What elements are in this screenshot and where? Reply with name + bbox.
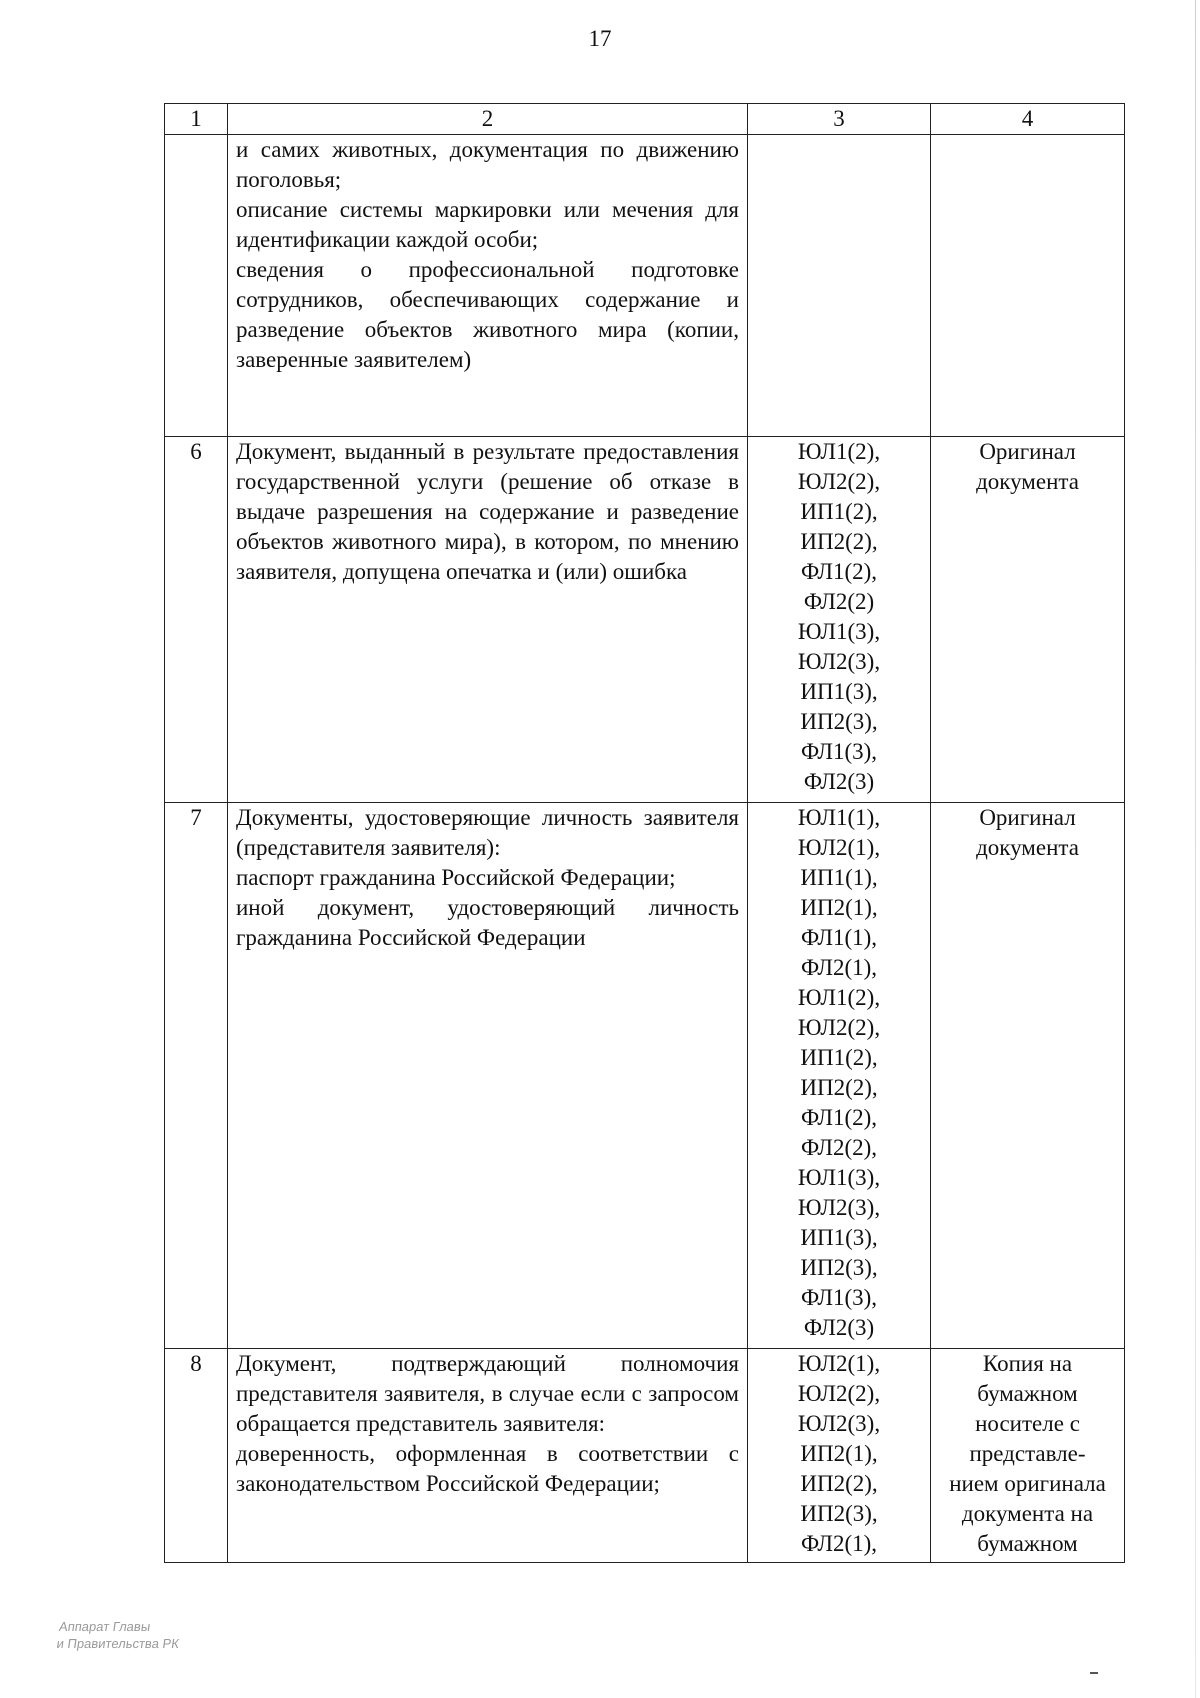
category-code: ЮЛ1(2), xyxy=(797,439,881,464)
stamp-line: Аппарат Главы xyxy=(58,1619,152,1634)
description-cell xyxy=(228,803,748,1349)
category-code: ЮЛ1(3), xyxy=(797,619,881,644)
category-code: ИП2(1), xyxy=(800,895,878,920)
category-code: ЮЛ2(3), xyxy=(797,649,881,674)
category-code: ФЛ2(2) xyxy=(803,589,875,614)
category-code: ФЛ1(2), xyxy=(800,559,878,584)
form-text: представле- xyxy=(969,1441,1086,1466)
category-code: ИП2(3), xyxy=(800,1501,878,1526)
row-number-cell: 6 xyxy=(165,437,228,803)
categories-cell xyxy=(748,437,931,803)
form-text: нием оригинала xyxy=(949,1471,1106,1496)
category-code: ФЛ1(3), xyxy=(800,739,878,764)
header-cell: 1 xyxy=(165,104,228,135)
category-code: ФЛ1(1), xyxy=(800,925,878,950)
form-text: Оригинал xyxy=(979,439,1076,464)
form-cell xyxy=(931,135,1125,437)
header-cell: 4 xyxy=(931,104,1125,135)
category-code: ЮЛ1(1), xyxy=(797,805,881,830)
header-cell: 2 xyxy=(228,104,748,135)
category-code: ИП1(3), xyxy=(800,1225,878,1250)
category-code: ЮЛ2(1), xyxy=(797,1351,881,1376)
table-row xyxy=(165,135,1125,437)
category-code: ИП2(2), xyxy=(800,1075,878,1100)
form-cell xyxy=(931,1349,1125,1563)
description-paragraph: описание системы маркировки или мечения для идентификации каждой особи; xyxy=(236,197,739,252)
description-paragraph: иной документ, удостоверяющий личность гражданина Российской Федерации xyxy=(236,895,739,950)
category-code: ИП2(3), xyxy=(800,709,878,734)
table-row xyxy=(165,1349,1125,1563)
row-number-cell: 7 xyxy=(165,803,228,1349)
category-code: ФЛ2(1), xyxy=(800,1531,878,1556)
category-code: ИП2(1), xyxy=(800,1441,878,1466)
form-cell xyxy=(931,803,1125,1349)
description-cell xyxy=(228,1349,748,1563)
categories-cell xyxy=(748,135,931,437)
page-number: 17 xyxy=(588,26,612,51)
categories-cell xyxy=(748,803,931,1349)
header-cell: 3 xyxy=(748,104,931,135)
table-row xyxy=(165,437,1125,803)
scan-edge xyxy=(1195,0,1196,1698)
form-cell xyxy=(931,437,1125,803)
category-code: ЮЛ2(3), xyxy=(797,1411,881,1436)
scan-mark xyxy=(1090,1672,1098,1674)
category-code: ИП1(2), xyxy=(800,499,878,524)
description-paragraph: Документ, подтверждающий полномочия представителя заявителя, в случае если с запросом обращается представитель заявителя: xyxy=(236,1351,739,1436)
row-number-cell: 8 xyxy=(165,1349,228,1563)
description-paragraph: и самих животных, документация по движению поголовья; xyxy=(236,137,739,192)
category-code: ЮЛ2(2), xyxy=(797,1015,881,1040)
category-code: ЮЛ2(3), xyxy=(797,1195,881,1220)
table-row xyxy=(165,803,1125,1349)
category-code: ЮЛ1(3), xyxy=(797,1165,881,1190)
form-text: документа на xyxy=(961,1501,1094,1526)
category-code: ФЛ2(3) xyxy=(803,769,875,794)
description-paragraph: доверенность, оформленная в соответствии с законодательством Российской Федерации; xyxy=(236,1441,739,1496)
category-code: ЮЛ2(2), xyxy=(797,469,881,494)
form-text: документа xyxy=(976,835,1079,860)
row-number-cell xyxy=(165,135,228,437)
category-code: ИП2(2), xyxy=(800,529,878,554)
category-code: ФЛ2(2), xyxy=(800,1135,878,1160)
category-code: ЮЛ1(2), xyxy=(797,985,881,1010)
category-code: ИП1(2), xyxy=(800,1045,878,1070)
category-code: ИП1(1), xyxy=(800,865,878,890)
category-code: ФЛ2(3) xyxy=(803,1315,875,1340)
description-paragraph: Документы, удостоверяющие личность заявителя (представителя заявителя): xyxy=(236,805,739,860)
description-cell xyxy=(228,437,748,803)
table-header-row xyxy=(165,104,1125,135)
categories-cell xyxy=(748,1349,931,1563)
category-code: ИП2(2), xyxy=(800,1471,878,1496)
category-code: ИП1(3), xyxy=(800,679,878,704)
category-code: ИП2(3), xyxy=(800,1255,878,1280)
document-table xyxy=(164,103,1125,1563)
faint-stamp xyxy=(56,1618,183,1652)
form-text: Оригинал xyxy=(979,805,1076,830)
description-paragraph: Документ, выданный в результате предоставления государственной услуги (решение об отказе в выдаче разрешения на содержание и разведение объектов животного мира), в котором, по мнению заявителя, допущена опечатка и (или) ошибка xyxy=(236,439,739,584)
description-paragraph: сведения о профессиональной подготовке сотрудников, обеспечивающих содержание и разведение объектов животного мира (копии, заверенные заявителем) xyxy=(236,257,739,372)
category-code: ФЛ2(1), xyxy=(800,955,878,980)
form-text: носителе с xyxy=(975,1411,1080,1436)
form-text: бумажном xyxy=(977,1531,1078,1556)
category-code: ФЛ1(2), xyxy=(800,1105,878,1130)
form-text: бумажном xyxy=(977,1381,1078,1406)
description-paragraph: паспорт гражданина Российской Федерации; xyxy=(236,865,676,890)
stamp-line: и Правительства РК xyxy=(55,1636,180,1651)
form-text: Копия на xyxy=(982,1351,1073,1376)
category-code: ЮЛ2(1), xyxy=(797,835,881,860)
category-code: ФЛ1(3), xyxy=(800,1285,878,1310)
category-code: ЮЛ2(2), xyxy=(797,1381,881,1406)
form-text: документа xyxy=(976,469,1079,494)
description-cell xyxy=(228,135,748,437)
